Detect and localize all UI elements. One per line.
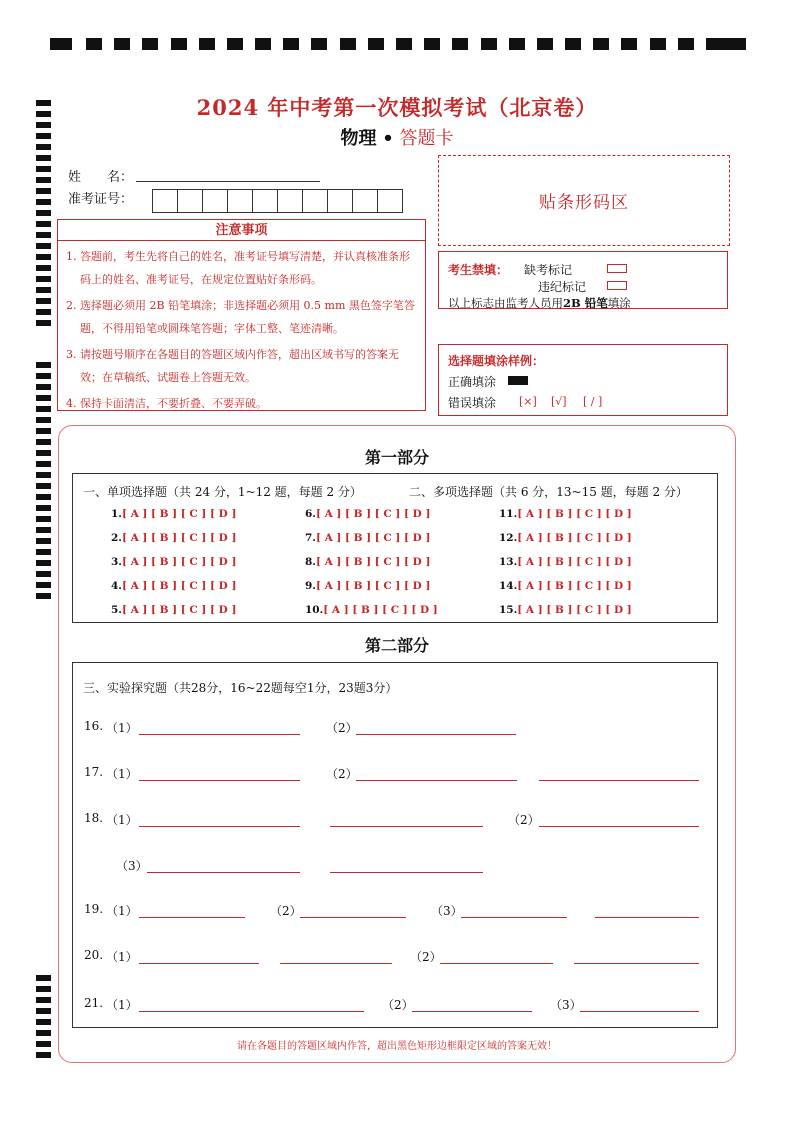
notice-item-1: 1. 答题前，考生先将自己的姓名，准考证号填写清楚，并认真核准条形码上的姓名、准考证号，在规定位置贴好条形码。 bbox=[66, 250, 410, 286]
id-digit-box[interactable] bbox=[352, 189, 378, 213]
side-timing-mark bbox=[36, 221, 51, 227]
id-digit-box[interactable] bbox=[202, 189, 228, 213]
mc-question-number: 9. bbox=[305, 580, 316, 592]
q21-number: 21. bbox=[84, 996, 104, 1010]
timing-mark bbox=[650, 38, 666, 50]
side-timing-mark bbox=[36, 243, 51, 249]
side-timing-mark bbox=[36, 199, 51, 205]
separator-dot: • bbox=[382, 128, 394, 149]
q21-part2-label: （2） bbox=[382, 998, 414, 1012]
q17-answer-1[interactable] bbox=[139, 780, 300, 781]
side-timing-mark bbox=[36, 395, 51, 401]
timing-mark bbox=[255, 38, 271, 50]
side-timing-mark bbox=[36, 494, 51, 500]
id-digit-box[interactable] bbox=[302, 189, 328, 213]
mc-options[interactable]: [ A ] [ B ] [ C ] [ D ] bbox=[315, 556, 431, 568]
q18-number: 18. bbox=[84, 811, 104, 825]
timing-mark bbox=[593, 38, 609, 50]
subject-label: 物理 bbox=[340, 128, 377, 149]
mc-options[interactable]: [ A ] [ B ] [ C ] [ D ] bbox=[315, 580, 431, 592]
mc-question-row[interactable] bbox=[499, 580, 632, 592]
mc-question-row[interactable] bbox=[305, 604, 438, 616]
barcode-label: 贴条形码区 bbox=[539, 193, 629, 213]
q19-part1-label: （1） bbox=[106, 904, 138, 918]
barcode-area bbox=[438, 155, 730, 246]
side-timing-mark bbox=[36, 472, 51, 478]
correct-fill-label: 正确填涂 bbox=[448, 375, 497, 389]
timing-mark bbox=[199, 38, 215, 50]
mc-question-number: 1. bbox=[111, 508, 122, 520]
q19-part3-label: （3） bbox=[431, 904, 463, 918]
mc-question-number: 13. bbox=[499, 556, 518, 568]
q16-part2-label: （2） bbox=[326, 721, 358, 735]
side-timing-mark bbox=[36, 1052, 51, 1058]
q20-answer-3[interactable] bbox=[440, 963, 553, 964]
timing-mark bbox=[722, 38, 746, 50]
multiple-choice-box bbox=[72, 473, 718, 623]
mc-question-number: 15. bbox=[499, 604, 518, 616]
fill-example-title: 选择题填涂样例： bbox=[448, 354, 545, 368]
q16-answer-1[interactable] bbox=[139, 734, 300, 735]
absent-mark-box[interactable] bbox=[607, 264, 627, 273]
mc-question-row[interactable] bbox=[499, 508, 632, 520]
side-timing-mark bbox=[36, 298, 51, 304]
timing-mark bbox=[509, 38, 525, 50]
q16-number: 16. bbox=[84, 719, 104, 733]
side-timing-mark bbox=[36, 975, 51, 981]
absent-label: 缺考标记 bbox=[524, 263, 573, 277]
side-timing-mark bbox=[36, 1008, 51, 1014]
timing-mark bbox=[86, 38, 102, 50]
side-timing-mark bbox=[36, 265, 51, 271]
side-timing-mark bbox=[36, 1030, 51, 1036]
side-timing-mark bbox=[36, 571, 51, 577]
violation-label: 违纪标记 bbox=[538, 280, 587, 294]
wrong-mark-1: [×] bbox=[519, 395, 537, 408]
timing-mark bbox=[283, 38, 299, 50]
q19-number: 19. bbox=[84, 902, 104, 916]
notice-item-4: 4. 保持卡面清洁，不要折叠、不要弄破。 bbox=[66, 397, 267, 410]
side-timing-mark bbox=[36, 505, 51, 511]
timing-mark bbox=[481, 38, 497, 50]
side-timing-mark bbox=[36, 155, 51, 161]
side-timing-mark bbox=[36, 177, 51, 183]
q21-part1-label: （1） bbox=[106, 998, 138, 1012]
q21-part3-label: （3） bbox=[550, 998, 582, 1012]
side-timing-mark bbox=[36, 593, 51, 599]
q19-answer-2[interactable] bbox=[300, 917, 406, 918]
side-timing-mark bbox=[36, 516, 51, 522]
q21-answer-2[interactable] bbox=[412, 1011, 532, 1012]
q20-answer-4[interactable] bbox=[574, 963, 699, 964]
q18-part2-label: （2） bbox=[508, 813, 540, 827]
side-timing-mark bbox=[36, 560, 51, 566]
side-timing-mark bbox=[36, 232, 51, 238]
mc-options[interactable]: [ A ] [ B ] [ C ] [ D ] bbox=[121, 556, 237, 568]
q17-number: 17. bbox=[84, 765, 104, 779]
notice-item-3: 3. 请按题号顺序在各题目的答题区域内作答，超出区域书写的答案无效；在草稿纸、试题卷上答题无效。 bbox=[66, 348, 399, 384]
mc-options[interactable]: [ A ] [ B ] [ C ] [ D ] bbox=[121, 532, 237, 544]
q20-part2-label: （2） bbox=[410, 950, 442, 964]
mc-question-number: 2. bbox=[111, 532, 122, 544]
side-timing-mark bbox=[36, 997, 51, 1003]
side-timing-mark bbox=[36, 320, 51, 326]
mc-question-number: 3. bbox=[111, 556, 122, 568]
footer-warning: 请在各题目的答题区域内作答，超出黑色矩形边框限定区域的答案无效！ bbox=[237, 1041, 557, 1052]
side-timing-mark bbox=[36, 428, 51, 434]
mc-question-row[interactable] bbox=[111, 556, 236, 568]
q21-answer-3[interactable] bbox=[580, 1011, 699, 1012]
side-timing-mark bbox=[36, 417, 51, 423]
mc-options[interactable]: [ A ] [ B ] [ C ] [ D ] bbox=[121, 508, 237, 520]
mc-question-row[interactable] bbox=[111, 508, 236, 520]
mc-question-row[interactable] bbox=[305, 556, 430, 568]
timing-mark bbox=[537, 38, 553, 50]
mc-question-number: 6. bbox=[305, 508, 316, 520]
name-field[interactable] bbox=[136, 181, 320, 182]
mc-options[interactable]: [ A ] [ B ] [ C ] [ D ] bbox=[517, 556, 632, 568]
name-label: 姓 名： bbox=[68, 170, 134, 185]
part1-title: 第一部分 bbox=[364, 448, 429, 467]
timing-mark bbox=[50, 38, 72, 50]
q17-part1-label: （1） bbox=[106, 767, 138, 781]
side-timing-mark bbox=[36, 582, 51, 588]
mc-question-number: 8. bbox=[305, 556, 316, 568]
id-digit-box[interactable] bbox=[277, 189, 303, 213]
timing-mark bbox=[396, 38, 412, 50]
id-digit-box[interactable] bbox=[377, 189, 403, 213]
timing-mark bbox=[368, 38, 384, 50]
side-timing-mark bbox=[36, 276, 51, 282]
timing-mark bbox=[452, 38, 468, 50]
timing-mark bbox=[565, 38, 581, 50]
timing-mark bbox=[340, 38, 356, 50]
correct-fill-sample bbox=[508, 376, 528, 385]
fill-example-box bbox=[438, 344, 728, 416]
mc-question-number: 12. bbox=[499, 532, 518, 544]
side-timing-mark bbox=[36, 1019, 51, 1025]
mc-options[interactable]: [ A ] [ B ] [ C ] [ D ] bbox=[517, 580, 632, 592]
mc-question-number: 7. bbox=[305, 532, 316, 544]
page-title: 2024 年中考第一次模拟考试（北京卷） bbox=[196, 95, 598, 120]
timing-mark bbox=[706, 38, 722, 50]
mc-question-number: 5. bbox=[111, 604, 122, 616]
timing-mark bbox=[621, 38, 637, 50]
mc-question-row[interactable] bbox=[499, 604, 632, 616]
forbidden-note-suffix: 填涂 bbox=[607, 296, 631, 310]
q21-answer-1[interactable] bbox=[139, 1011, 364, 1012]
mc-question-number: 10. bbox=[305, 604, 324, 616]
q20-answer-2[interactable] bbox=[280, 963, 392, 964]
mc-options[interactable]: [ A ] [ B ] [ C ] [ D ] bbox=[517, 532, 632, 544]
forbidden-note bbox=[448, 295, 631, 311]
top-timing-marks bbox=[50, 38, 746, 50]
q18-answer-5[interactable] bbox=[330, 872, 483, 873]
side-timing-mark bbox=[36, 549, 51, 555]
notice-box bbox=[57, 241, 426, 411]
side-timing-mark bbox=[36, 483, 51, 489]
notice-item-2: 2. 选择题必须用 2B 铅笔填涂；非选择题必须用 0.5 mm 黑色签字笔答题，不得用铅笔或圆珠笔答题；字体工整、笔迹清晰。 bbox=[66, 299, 415, 335]
mc-options[interactable]: [ A ] [ B ] [ C ] [ D ] bbox=[323, 604, 438, 616]
id-number-boxes[interactable] bbox=[152, 189, 402, 213]
side-timing-mark bbox=[36, 254, 51, 260]
id-digit-box[interactable] bbox=[327, 189, 353, 213]
mc-question-number: 11. bbox=[499, 508, 518, 520]
q18-answer-2[interactable] bbox=[330, 826, 483, 827]
side-timing-mark bbox=[36, 362, 51, 368]
id-label: 准考证号： bbox=[68, 192, 134, 207]
id-digit-box[interactable] bbox=[252, 189, 278, 213]
mc-options[interactable]: [ A ] [ B ] [ C ] [ D ] bbox=[121, 604, 237, 616]
mc-question-row[interactable] bbox=[305, 580, 430, 592]
q17-part2-label: （2） bbox=[326, 767, 358, 781]
timing-mark bbox=[171, 38, 187, 50]
q18-answer-1[interactable] bbox=[139, 826, 300, 827]
experiment-heading: 三、实验探究题（共28分，16~22题每空1分，23题3分） bbox=[83, 681, 398, 695]
id-digit-box[interactable] bbox=[152, 189, 178, 213]
side-timing-mark bbox=[36, 373, 51, 379]
mc-question-row[interactable] bbox=[499, 556, 632, 568]
q17-answer-2[interactable] bbox=[356, 780, 517, 781]
wrong-fill-label: 错误填涂 bbox=[448, 396, 497, 410]
card-label: 答题卡 bbox=[399, 128, 454, 149]
mc-question-row[interactable] bbox=[499, 532, 632, 544]
id-digit-box[interactable] bbox=[227, 189, 253, 213]
wrong-mark-3: [ / ] bbox=[583, 395, 603, 408]
side-timing-mark bbox=[36, 188, 51, 194]
q19-part2-label: （2） bbox=[270, 904, 302, 918]
mc-question-row[interactable] bbox=[111, 580, 236, 592]
examinee-forbidden-box bbox=[438, 251, 728, 309]
q16-part1-label: （1） bbox=[106, 721, 138, 735]
q16-answer-2[interactable] bbox=[356, 734, 516, 735]
q20-number: 20. bbox=[84, 948, 104, 962]
timing-mark bbox=[678, 38, 694, 50]
side-timing-mark bbox=[36, 406, 51, 412]
id-digit-box[interactable] bbox=[177, 189, 203, 213]
mc-question-row[interactable] bbox=[305, 532, 430, 544]
side-timing-mark bbox=[36, 384, 51, 390]
multi-choice-heading: 二、多项选择题（共 6 分，13~15 题，每题 2 分） bbox=[409, 485, 688, 499]
mc-options[interactable]: [ A ] [ B ] [ C ] [ D ] bbox=[315, 508, 431, 520]
part2-title: 第二部分 bbox=[364, 636, 429, 655]
mc-question-row[interactable] bbox=[305, 508, 430, 520]
timing-mark bbox=[424, 38, 440, 50]
side-timing-mark bbox=[36, 527, 51, 533]
q17-answer-3[interactable] bbox=[539, 780, 699, 781]
q18-answer-3[interactable] bbox=[539, 826, 699, 827]
mc-options[interactable]: [ A ] [ B ] [ C ] [ D ] bbox=[121, 580, 237, 592]
experiment-section-box bbox=[72, 662, 718, 1028]
mc-question-row[interactable] bbox=[111, 532, 236, 544]
mc-question-row[interactable] bbox=[111, 604, 236, 616]
q18-part1-label: （1） bbox=[106, 813, 138, 827]
side-timing-mark bbox=[36, 287, 51, 293]
forbidden-note-prefix: 以上标志由监考人员用 bbox=[448, 296, 563, 310]
mc-options[interactable]: [ A ] [ B ] [ C ] [ D ] bbox=[315, 532, 431, 544]
wrong-mark-2: [√] bbox=[551, 395, 567, 408]
q18-part3-label: （3） bbox=[116, 859, 148, 873]
q18-answer-4[interactable] bbox=[147, 872, 300, 873]
page-subtitle bbox=[0, 124, 794, 150]
timing-mark bbox=[142, 38, 158, 50]
q19-answer-1[interactable] bbox=[139, 917, 245, 918]
violation-mark-box[interactable] bbox=[607, 281, 627, 290]
side-timing-mark bbox=[36, 166, 51, 172]
side-timing-mark bbox=[36, 210, 51, 216]
mc-question-number: 4. bbox=[111, 580, 122, 592]
mc-options[interactable]: [ A ] [ B ] [ C ] [ D ] bbox=[517, 604, 632, 616]
side-timing-mark bbox=[36, 986, 51, 992]
q20-part1-label: （1） bbox=[106, 950, 138, 964]
q19-answer-3[interactable] bbox=[461, 917, 567, 918]
side-timing-mark bbox=[36, 309, 51, 315]
single-choice-heading: 一、单项选择题（共 24 分，1~12 题，每题 2 分） bbox=[83, 485, 362, 499]
mc-question-number: 14. bbox=[499, 580, 518, 592]
q19-answer-4[interactable] bbox=[595, 917, 699, 918]
forbidden-note-bold: 2B 铅笔 bbox=[563, 296, 608, 310]
timing-mark bbox=[114, 38, 130, 50]
forbidden-label: 考生禁填： bbox=[448, 263, 509, 277]
timing-mark bbox=[311, 38, 327, 50]
q20-answer-1[interactable] bbox=[139, 963, 259, 964]
notice-heading: 注意事项 bbox=[57, 219, 426, 241]
mc-options[interactable]: [ A ] [ B ] [ C ] [ D ] bbox=[517, 508, 632, 520]
timing-mark bbox=[227, 38, 243, 50]
side-timing-mark bbox=[36, 538, 51, 544]
